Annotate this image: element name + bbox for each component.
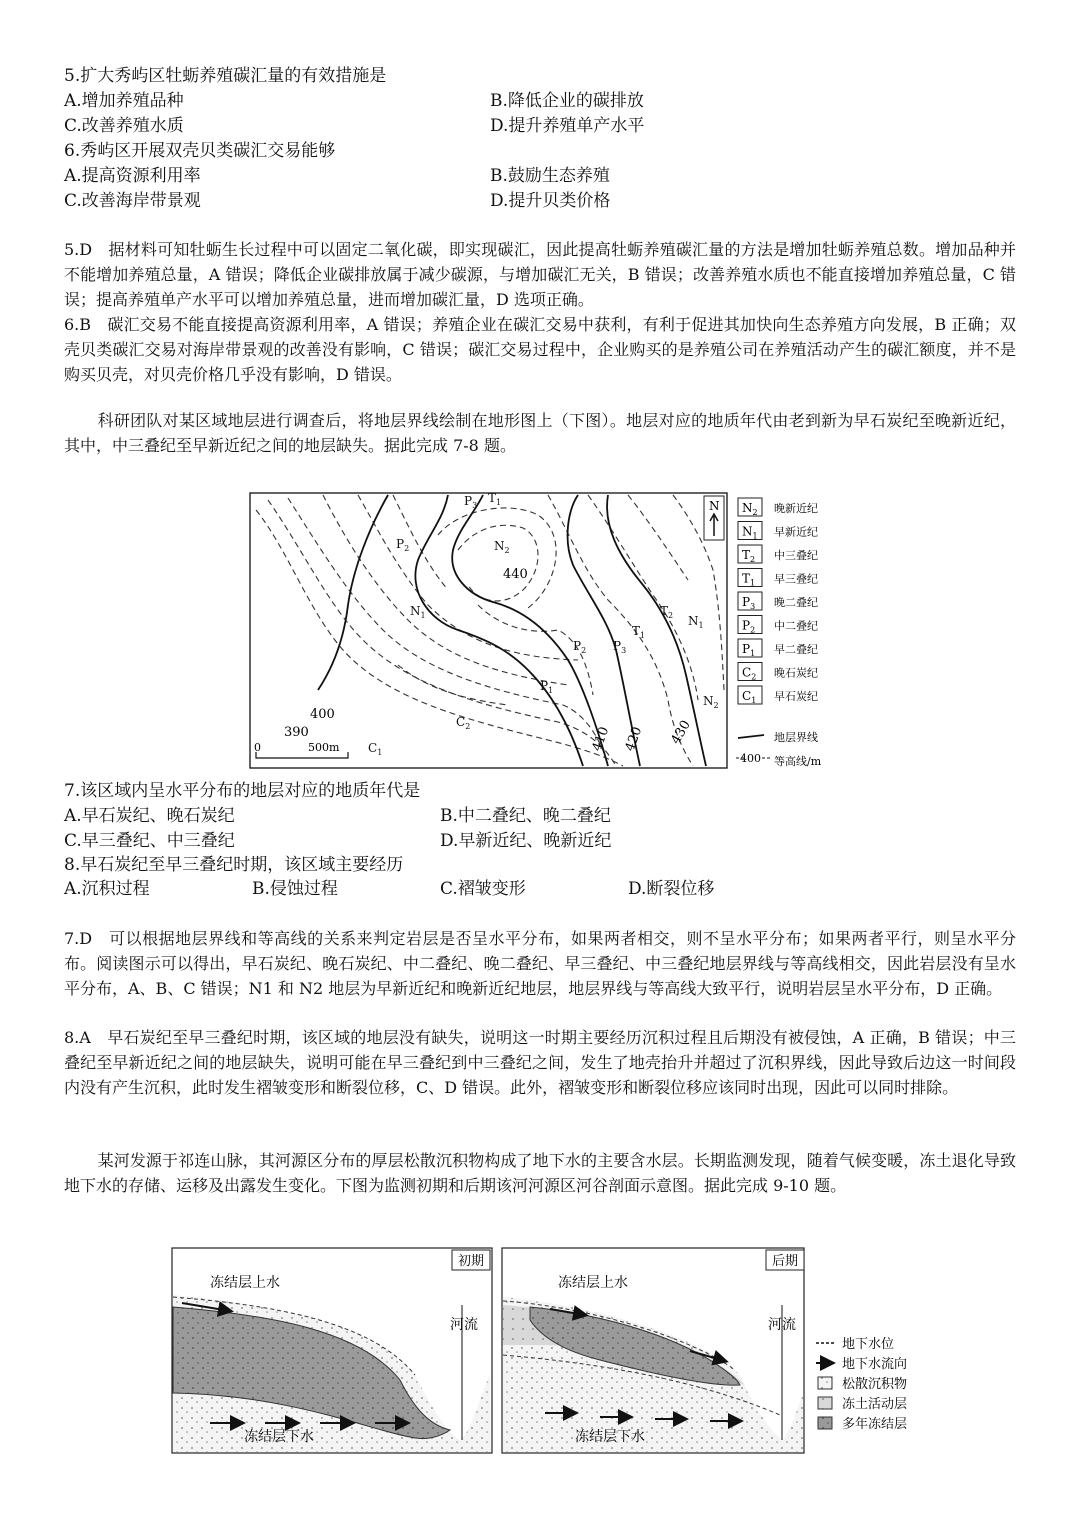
legend-active: 冻土活动层: [842, 1397, 908, 1412]
profile-late-title: 后期: [772, 1254, 799, 1269]
scale-zero: 0: [254, 741, 261, 754]
legend-flow: 地下水流向: [842, 1357, 908, 1372]
profile-late-supra: 冻结层上水: [558, 1275, 628, 1291]
map-legend-item: [738, 498, 818, 517]
q5-stem: 5.扩大秀屿区牡蛎养殖碳汇量的有效措施是: [64, 66, 387, 86]
map-legend-name: 晚新近纪: [774, 502, 818, 515]
svg-text:N2: $N_2$: [703, 694, 719, 710]
map-legend-code: $C_2$: [742, 665, 757, 682]
q7-option-d: D.早新近纪、晚新近纪: [440, 831, 612, 851]
map-legend-code: $P_1$: [742, 642, 756, 658]
q8-option-b: B.侵蚀过程: [252, 879, 338, 899]
q5-option-b: B.降低企业的碳排放: [490, 91, 644, 111]
svg-text:C2: $C_2$: [456, 715, 471, 731]
north-label: N: [709, 499, 720, 513]
answer-8: 8.A 早石炭纪至早三叠纪时期，该区域的地层没有缺失，说明这一时期主要经历沉积过程且后期没有被侵蚀，A 正确，B 错误；中三叠纪至早新近纪之间的地层缺失，说明可能在早三叠纪到中三叠纪之间，发生了地壳抬升并超过了沉积界线，因此导致后边这一时间段内没有产生沉积，此时发生褶皱变形和断裂位移，C、D 错误。此外，褶皱变形和断裂位移应该同时出现，因此可以同时排除。: [64, 1028, 1016, 1097]
q8-stem: 8.早石炭纪至早三叠纪时期，该区域主要经历: [64, 855, 404, 875]
map-legend-name: 早三叠纪: [774, 572, 818, 586]
legend-perma: 多年冻结层: [842, 1417, 908, 1432]
answer-6: 6.B 碳汇交易不能直接提高资源利用率，A 错误；养殖企业在碳汇交易中获利，有利于促进其加快向生态养殖方向发展，B 正确；双壳贝类碳汇交易对海岸带景观的改善没有影响，C 错误；碳汇交易过程中，企业购买的是养殖公司在养殖活动产生的碳汇额度，并不是购买贝壳，对贝壳价格几乎没有影响，D 错误。: [64, 315, 1016, 384]
svg-text:N1: $N_1$: [688, 614, 704, 630]
svg-text:T1: $T_1$: [488, 491, 502, 507]
map-legend-item: [738, 522, 818, 541]
svg-text:N2: $N_2$: [494, 539, 510, 555]
q5-option-a: A.增加养殖品种: [64, 91, 184, 111]
legend-contour: 等高线/m: [774, 755, 822, 768]
svg-text:P3: $P_3$: [613, 639, 627, 655]
q7-stem: 7.该区域内呈水平分布的地层对应的地质年代是: [64, 781, 421, 801]
map-legend-name: 中三叠纪: [774, 549, 818, 562]
legend-contour-sample: 400: [740, 752, 761, 765]
svg-text:P1: $P_1$: [540, 679, 554, 695]
legend-water-table: 地下水位: [842, 1337, 895, 1352]
q6-option-a: A.提高资源利用率: [64, 166, 201, 186]
map-legend-code: $T_1$: [742, 571, 756, 588]
legend-boundary: 地层界线: [774, 731, 818, 744]
profile-late: [502, 1248, 804, 1453]
profile-late-sub: 冻结层下水: [575, 1429, 645, 1445]
q8-option-d: D.断裂位移: [628, 879, 715, 899]
map-legend-item: [738, 686, 818, 705]
q6-option-d: D.提升贝类价格: [490, 191, 611, 211]
contour-390: 390: [284, 725, 309, 740]
legend-loose: 松散沉积物: [842, 1377, 908, 1392]
map-legend-name: 早石炭纪: [774, 690, 818, 703]
q6-option-b: B.鼓励生态养殖: [490, 166, 610, 186]
contour-400: 400: [310, 707, 335, 722]
map-legend-item: [738, 569, 818, 588]
contour-420: 420: [622, 724, 646, 754]
map-legend-code: $N_1$: [742, 524, 758, 541]
q8-option-c: C.褶皱变形: [440, 879, 526, 899]
svg-text:T2: $T_2$: [660, 604, 674, 620]
map-legend-code: $P_3$: [742, 595, 756, 611]
map-legend-name: 早二叠纪: [774, 643, 818, 656]
svg-text:P3: $P_3$: [464, 494, 478, 510]
svg-text:P2: $P_2$: [396, 537, 410, 553]
profile-early-supra: 冻结层上水: [210, 1275, 280, 1291]
intro-7-8: 科研团队对某区域地层进行调查后，将地层界线绘制在地形图上（下图）。地层对应的地质年代由老到新为早石炭纪至晚新近纪，其中，中三叠纪至早新近纪之间的地层缺失。据此完成 7-8 题。: [64, 411, 1016, 455]
q5-option-d: D.提升养殖单产水平: [490, 116, 645, 136]
profile-early-river: 河流: [450, 1317, 478, 1333]
q8-option-a: A.沉积过程: [64, 879, 150, 899]
profile-early-sub: 冻结层下水: [244, 1429, 314, 1445]
geologic-map: [248, 490, 828, 782]
answer-5: 5.D 据材料可知牡蛎生长过程中可以固定二氧化碳，即实现碳汇，因此提高牡蛎养殖碳汇量的方法是增加牡蛎养殖总数。增加品种并不能增加养殖总量，A 错误；降低企业碳排放属于减少碳源，与增加碳汇无关，B 错误；改善养殖水质也不能直接增加养殖总量，C 错误；提高养殖单产水平可以增加养殖总量，进而增加碳汇量，D 选项正确。: [64, 240, 1016, 309]
contour-440: 440: [503, 567, 528, 582]
contour-410: 410: [589, 724, 613, 754]
svg-text:T1: $T_1$: [632, 624, 646, 640]
contour-430: 430: [668, 717, 694, 747]
valley-profile-figure: [170, 1245, 940, 1457]
profile-legend: [816, 1336, 907, 1432]
profile-early: [172, 1248, 492, 1453]
q6-option-c: C.改善海岸带景观: [64, 191, 201, 211]
q6-stem: 6.秀屿区开展双壳贝类碳汇交易能够: [64, 141, 336, 161]
q7-option-a: A.早石炭纪、晚石炭纪: [64, 806, 235, 826]
svg-text:C1: $C_1$: [368, 741, 383, 757]
scale-length: 500m: [308, 741, 340, 754]
map-legend-code: $T_2$: [742, 548, 756, 564]
map-legend-code: $C_1$: [742, 689, 757, 705]
map-legend-name: 晚石炭纪: [774, 666, 818, 680]
map-legend-item: [738, 639, 818, 658]
map-legend-item: [738, 592, 818, 611]
q5-option-c: C.改善养殖水质: [64, 116, 184, 136]
map-legend-code: $N_2$: [742, 501, 758, 517]
profile-early-title: 初期: [458, 1254, 485, 1269]
q7-option-b: B.中二叠纪、晚二叠纪: [440, 806, 611, 826]
answer-7: 7.D 可以根据地层界线和等高线的关系来判定岩层是否呈水平分布，如果两者相交，则不呈水平分布；如果两者平行，则呈水平分布。阅读图示可以得出，早石炭纪、晚石炭纪、中二叠纪、晚二叠纪、早三叠纪、中三叠纪地层界线与等高线相交，因此岩层没有呈水平分布，A、B、C 错误；N1 和 N2 地层为早新近纪和晚新近纪地层，地层界线与等高线大致平行，说明岩层呈水平分布，D 正确。: [64, 929, 1016, 998]
q7-option-c: C.早三叠纪、中三叠纪: [64, 831, 235, 851]
map-legend-name: 晚二叠纪: [774, 596, 818, 609]
profile-late-river: 河流: [768, 1317, 796, 1333]
map-legend-code: $P_2$: [742, 618, 756, 635]
map-legend-item: [738, 663, 818, 682]
map-legend-item: [738, 616, 818, 635]
svg-text:N1: $N_1$: [410, 604, 426, 620]
svg-text:P2: $P_2$: [573, 639, 587, 655]
map-legend-item: [738, 545, 818, 564]
intro-9-10: 某河发源于祁连山脉，其河源区分布的厚层松散沉积物构成了地下水的主要含水层。长期监测发现，随着气候变暖，冻土退化导致地下水的存储、运移及出露发生变化。下图为监测初期和后期该河河源区河谷剖面示意图。据此完成 9-10 题。: [64, 1151, 1016, 1195]
map-legend-name: 中二叠纪: [774, 619, 818, 633]
map-legend-name: 早新近纪: [774, 525, 818, 539]
